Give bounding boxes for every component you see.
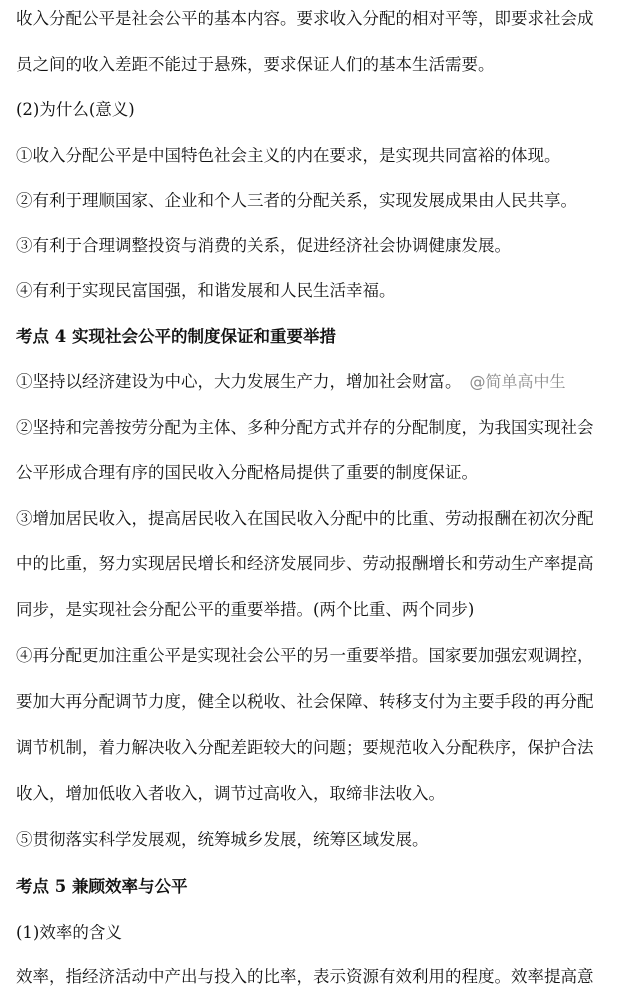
section-heading: 考点 5 兼顾效率与公平: [16, 877, 188, 896]
paragraph-line: 要加大再分配调节力度，健全以税收、社会保障、转移支付为主要手段的再分配: [16, 692, 594, 711]
paragraph-line: 中的比重，努力实现居民增长和经济发展同步、劳动报酬增长和劳动生产率提高: [16, 554, 594, 573]
paragraph-line: 收入分配公平是社会公平的基本内容。要求收入分配的相对平等，即要求社会成: [16, 9, 594, 28]
list-item-text: ①坚持以经济建设为中心，大力发展生产力，增加社会财富。: [16, 372, 462, 391]
list-item: ③有利于合理调整投资与消费的关系，促进经济社会协调健康发展。: [16, 236, 511, 255]
watermark: @简单高中生: [469, 372, 566, 391]
paragraph-line: 公平形成合理有序的国民收入分配格局提供了重要的制度保证。: [16, 463, 478, 482]
list-item: ⑤贯彻落实科学发展观，统筹城乡发展，统筹区域发展。: [16, 830, 429, 849]
subsection-title: (2)为什么(意义): [16, 100, 135, 119]
list-item: ④再分配更加注重公平是实现社会公平的另一重要举措。国家要加强宏观调控，: [16, 646, 594, 665]
paragraph-line: 调节机制，着力解决收入分配差距较大的问题；要规范收入分配秩序，保护合法: [16, 738, 594, 757]
list-item: ③增加居民收入，提高居民收入在国民收入分配中的比重、劳动报酬在初次分配: [16, 509, 594, 528]
paragraph-line: 收入，增加低收入者收入，调节过高收入，取缔非法收入。: [16, 784, 445, 803]
list-item: ②有利于理顺国家、企业和个人三者的分配关系，实现发展成果由人民共享。: [16, 191, 577, 210]
list-item: ②坚持和完善按劳分配为主体、多种分配方式并存的分配制度，为我国实现社会: [16, 418, 594, 437]
paragraph-line: 效率，指经济活动中产出与投入的比率，表示资源有效利用的程度。效率提高意: [16, 967, 594, 986]
paragraph-line: 同步，是实现社会分配公平的重要举措。(两个比重、两个同步): [16, 600, 475, 619]
section-heading: 考点 4 实现社会公平的制度保证和重要举措: [16, 327, 336, 346]
list-item: [16, 371, 632, 393]
subsection-title: (1)效率的含义: [16, 923, 122, 942]
list-item: ④有利于实现民富国强，和谐发展和人民生活幸福。: [16, 281, 396, 300]
list-item: ①收入分配公平是中国特色社会主义的内在要求，是实现共同富裕的体现。: [16, 146, 561, 165]
paragraph-line: 员之间的收入差距不能过于悬殊，要求保证人们的基本生活需要。: [16, 55, 495, 74]
